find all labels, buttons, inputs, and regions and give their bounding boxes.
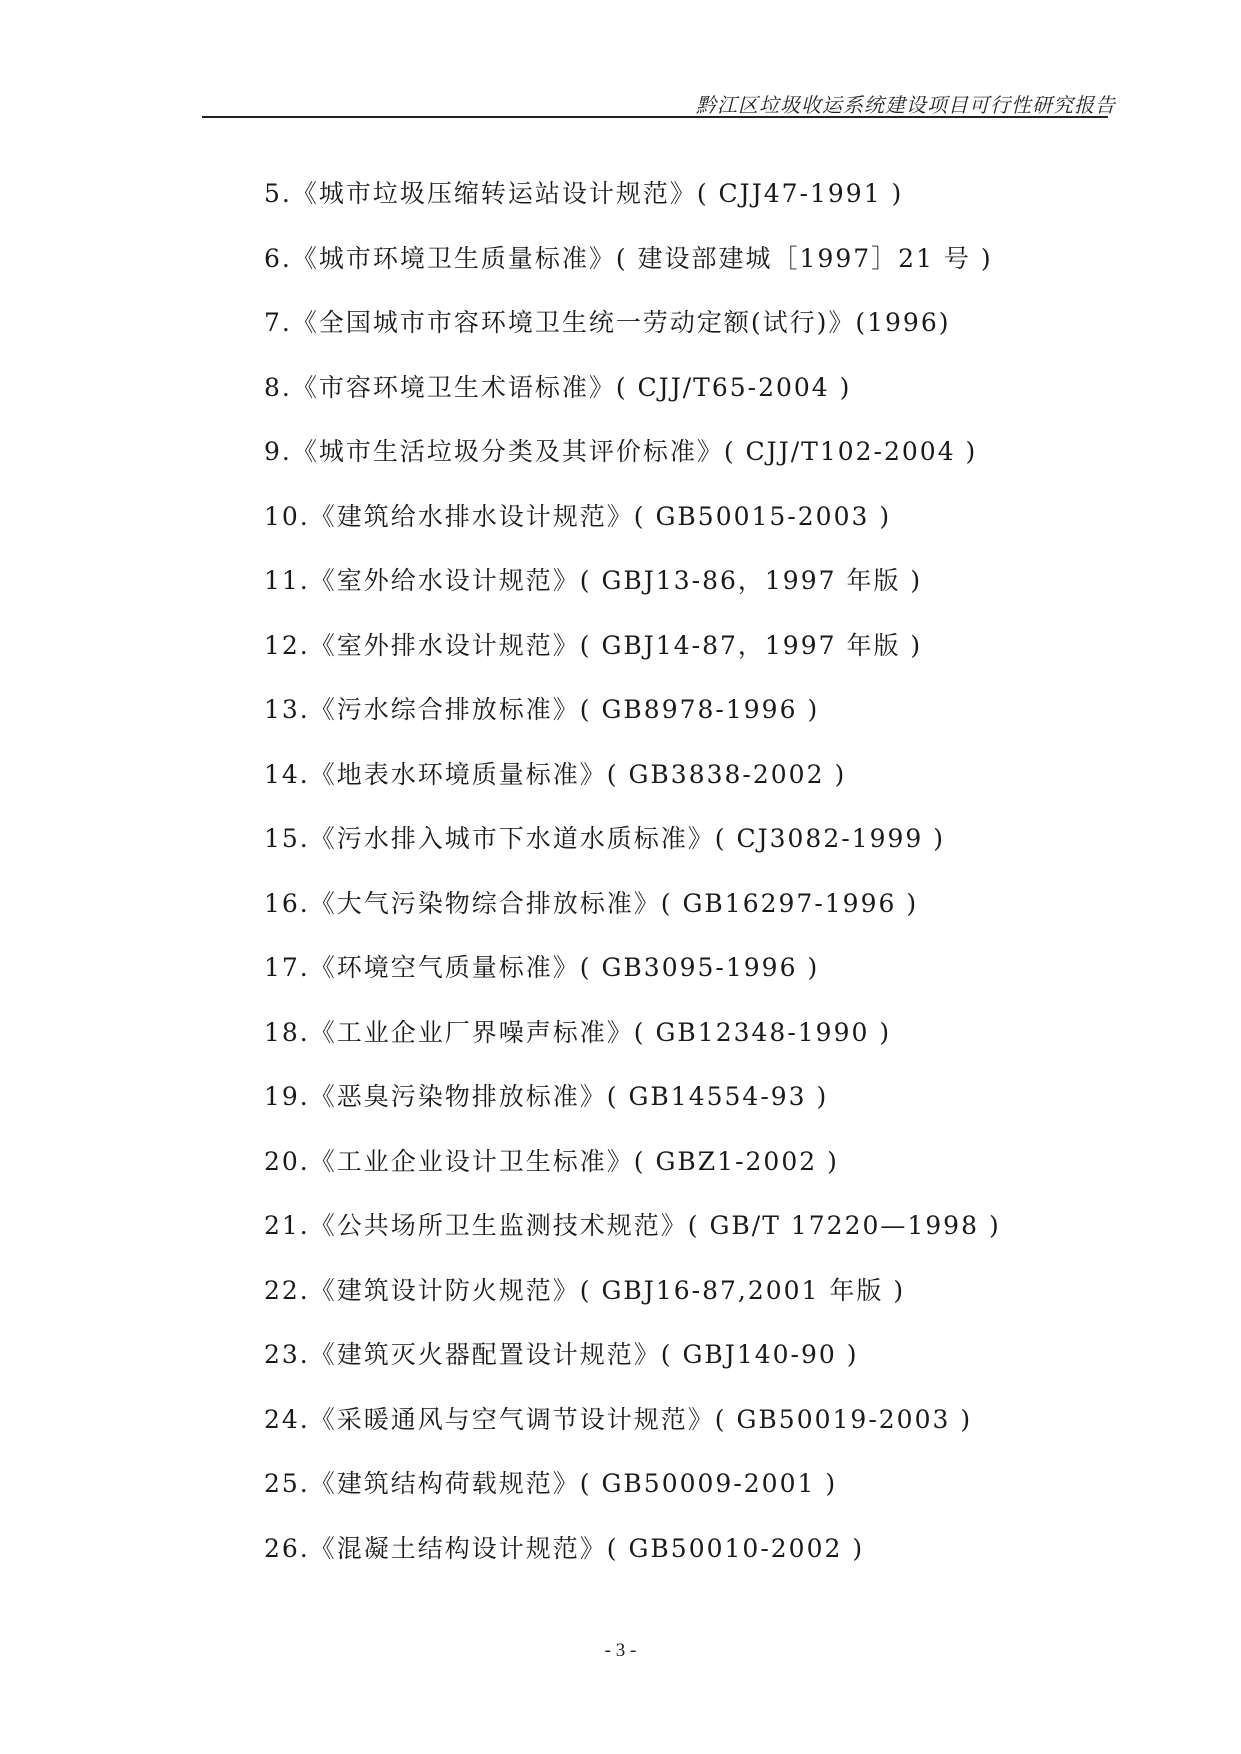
page-number: - 3 - xyxy=(604,1640,637,1661)
reference-item: 20.《工业企业设计卫生标准》( GBZ1-2002 ) xyxy=(264,1146,839,1176)
reference-item: 26.《混凝土结构设计规范》( GB50010-2002 ) xyxy=(264,1533,865,1563)
reference-item: 16.《大气污染物综合排放标准》( GB16297-1996 ) xyxy=(264,888,919,918)
header-divider xyxy=(202,116,1108,118)
reference-item: 18.《工业企业厂界噪声标准》( GB12348-1990 ) xyxy=(264,1017,892,1047)
reference-item: 23.《建筑灭火器配置设计规范》( GBJ140-90 ) xyxy=(264,1340,859,1369)
reference-item: 13.《污水综合排放标准》( GB8978-1996 ) xyxy=(264,695,820,724)
running-header-title: 黔江区垃圾收运系统建设项目可行性研究报告 xyxy=(696,93,1116,117)
reference-item: 22.《建筑设计防火规范》( GBJ16-87,2001 年版 ) xyxy=(264,1275,906,1305)
reference-item: 14.《地表水环境质量标准》( GB3838-2002 ) xyxy=(264,759,847,789)
reference-item: 12.《室外排水设计规范》( GBJ14-87，1997 年版 ) xyxy=(264,630,923,660)
reference-item: 6.《城市环境卫生质量标准》( 建设部建城［1997］21 号 ) xyxy=(264,243,993,273)
reference-item: 8.《市容环境卫生术语标准》( CJJ/T65-2004 ) xyxy=(264,372,852,402)
reference-item: 19.《恶臭污染物排放标准》( GB14554-93 ) xyxy=(264,1082,829,1111)
reference-item: 9.《城市生活垃圾分类及其评价标准》( CJJ/T102-2004 ) xyxy=(264,437,978,466)
reference-item: 15.《污水排入城市下水道水质标准》( CJ3082-1999 ) xyxy=(264,824,946,853)
reference-item: 10.《建筑给水排水设计规范》( GB50015-2003 ) xyxy=(264,501,892,531)
reference-item: 17.《环境空气质量标准》( GB3095-1996 ) xyxy=(264,953,820,982)
reference-item: 21.《公共场所卫生监测技术规范》( GB/T 17220—1998 ) xyxy=(264,1211,1001,1240)
reference-list xyxy=(264,171,1001,1590)
reference-item: 25.《建筑结构荷载规范》( GB50009-2001 ) xyxy=(264,1469,838,1498)
reference-item: 5.《城市垃圾压缩转运站设计规范》( CJJ47-1991 ) xyxy=(264,179,904,208)
reference-item: 7.《全国城市市容环境卫生统一劳动定额(试行)》(1996) xyxy=(264,308,951,337)
reference-item: 24.《采暖通风与空气调节设计规范》( GB50019-2003 ) xyxy=(264,1404,973,1434)
reference-item: 11.《室外给水设计规范》( GBJ13-86，1997 年版 ) xyxy=(264,566,923,595)
